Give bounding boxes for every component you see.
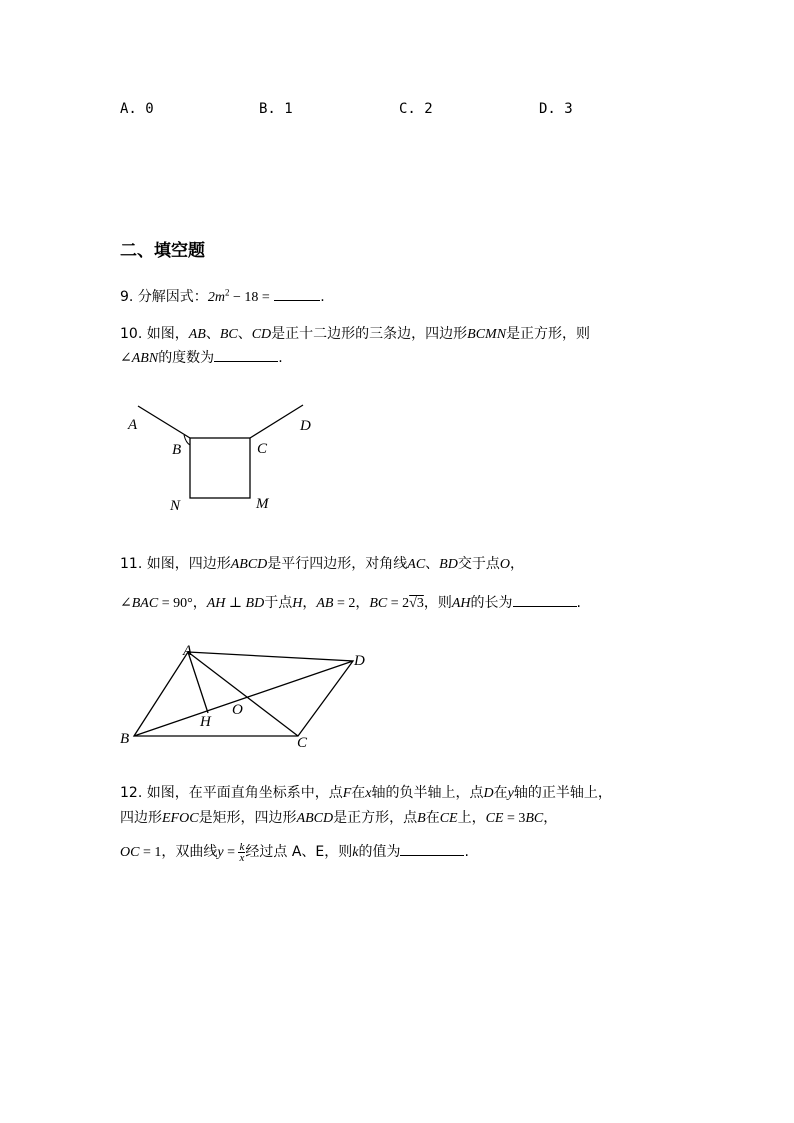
question-9: 9. 分解因式：$2m^2 - 18$ = . bbox=[120, 287, 325, 305]
answer-blank[interactable] bbox=[513, 594, 577, 607]
answer-blank[interactable] bbox=[274, 288, 320, 301]
fraction-k-over-x: $\frac{k}{x}$ bbox=[239, 840, 245, 864]
label-c: C bbox=[257, 441, 268, 457]
label-d: D bbox=[354, 653, 365, 669]
figure-10 bbox=[120, 398, 330, 516]
label-h: H bbox=[200, 714, 211, 730]
option-c: C. 2 bbox=[399, 101, 433, 117]
label-b: B bbox=[120, 731, 130, 747]
label-a: A bbox=[128, 417, 138, 433]
question-11-line2: ∠BAC = 90°，AH ⊥ BD于点H，AB = 2，BC = 2√3，则AH的长为 . bbox=[120, 595, 581, 611]
label-d: D bbox=[300, 418, 311, 434]
label-a: A bbox=[183, 643, 193, 659]
label-c: C bbox=[297, 735, 308, 751]
section-title: 二、填空题 bbox=[120, 241, 205, 261]
question-11-line1: 11. 如图，四边形ABCD是平行四边形，对角线AC、BD交于点O， bbox=[120, 556, 524, 572]
question-12-line1: 12. 如图，在平面直角坐标系中，点F在x轴的负半轴上，点D在y轴的正半轴上， bbox=[120, 785, 612, 801]
option-d: D. 3 bbox=[539, 101, 573, 117]
label-b: B bbox=[172, 442, 182, 458]
question-12-line3: OC = 1，双曲线y = $\frac{k}{x}$ 经过点 A、E，则k的值为 . bbox=[120, 840, 469, 864]
label-n: N bbox=[170, 498, 181, 514]
label-m: M bbox=[256, 496, 269, 512]
question-10-line1: 10. 如图，AB、BC、CD是正十二边形的三条边，四边形BCMN是正方形，则 bbox=[120, 326, 591, 342]
option-a: A. 0 bbox=[120, 101, 154, 117]
answer-blank[interactable] bbox=[400, 843, 464, 856]
figure-11 bbox=[115, 640, 375, 752]
answer-blank[interactable] bbox=[214, 349, 278, 362]
option-b: B. 1 bbox=[259, 101, 293, 117]
question-10-line2: ∠ABN的度数为 . bbox=[120, 350, 283, 366]
label-o: O bbox=[232, 702, 243, 718]
question-12-line2: 四边形EFOC是矩形，四边形ABCD是正方形，点B在CE上，CE = 3BC， bbox=[120, 810, 558, 826]
